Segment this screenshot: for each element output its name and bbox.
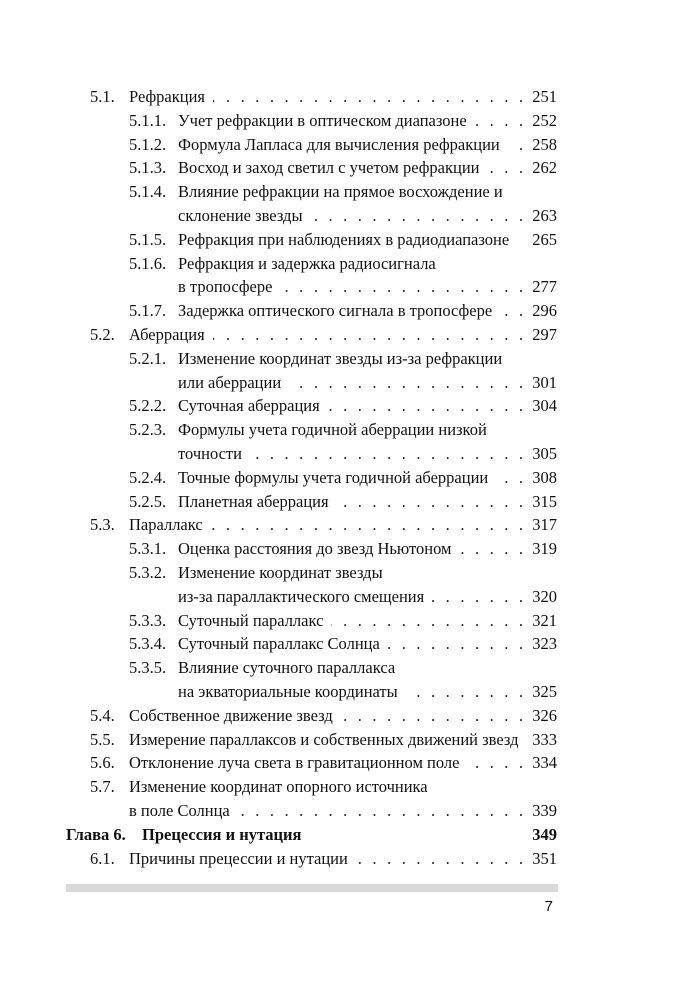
toc-entry-row [0, 490, 673, 514]
toc-entry-row [0, 632, 673, 656]
toc-entry-number: 5.4. [90, 705, 115, 725]
toc-entry-row [0, 680, 673, 704]
toc-entry-title: Оценка расстояния до звезд Ньютоном [178, 539, 452, 559]
toc-entry-title: на экваториальные координаты [178, 682, 398, 701]
toc-entry-title: Планетная аберрация [178, 491, 329, 511]
toc-entry-title: Изменение координат звезды [178, 563, 383, 582]
toc-entry-row [0, 109, 673, 133]
toc-entry-page: 317 [532, 515, 557, 535]
leader-dots [311, 204, 527, 228]
toc-entry-title: Аберрация [129, 325, 205, 344]
leader-dots [341, 704, 527, 728]
toc-entry-title: Прецессия и нутация [142, 824, 302, 844]
leader-dots [406, 680, 527, 704]
toc-entry-title: Точные формулы учета годичной аберрации [178, 467, 489, 487]
toc-entry-title: Изменение координат звезды из-за рефракции [178, 348, 503, 368]
toc-entry-row [0, 204, 673, 228]
toc-entry-number: 5.1.7. [129, 301, 167, 321]
toc-entry-number: 5.2.3. [129, 420, 167, 440]
toc-entry-row [0, 561, 673, 585]
toc-entry-title: Влияние суточного параллакса [178, 658, 396, 678]
toc-entry-page: 262 [532, 158, 557, 178]
toc-entry-number: 5.1. [90, 87, 115, 106]
toc-entry-number: 5.6. [90, 753, 115, 773]
toc-entry-title: Причины прецессии и нутации [129, 848, 348, 868]
toc-entry-page: 296 [532, 301, 557, 321]
toc-entry-row [0, 275, 673, 299]
toc-entry-page: 349 [532, 824, 557, 844]
toc-entry-page: 351 [532, 848, 557, 868]
toc-entry-title: Восход и заход светил с учетом рефракции [178, 158, 480, 178]
leader-dots [500, 299, 526, 323]
toc-entry-number: 5.1.6. [129, 253, 167, 273]
toc-entry-number: 5.3.1. [129, 539, 167, 559]
toc-entry-title: Влияние рефракции на прямое восхождение и [178, 182, 503, 202]
toc-entry-page: 323 [532, 634, 557, 654]
toc-entry-title: из-за параллактического смещения [178, 586, 425, 606]
footer-rule [66, 884, 558, 892]
toc-entry-title: Формулы учета годичной аберрации низкой [178, 420, 487, 440]
toc-entry-number: 5.1.1. [129, 110, 167, 130]
toc-entry-page: 320 [532, 586, 557, 606]
toc-entry-page: 277 [532, 277, 557, 297]
leader-dots [331, 609, 526, 633]
leader-dots [432, 585, 526, 609]
toc-entry-title: Учет рефракции в оптическом диапазоне [178, 110, 467, 130]
toc-entry-title: в тропосфере [178, 277, 273, 297]
toc-entry-page: 315 [532, 491, 557, 511]
toc-entry-row [0, 847, 673, 871]
toc-entry-number: 6.1. [90, 848, 115, 868]
leader-dots [356, 847, 526, 871]
toc-entry-page: 265 [532, 229, 557, 249]
leader-dots [337, 490, 527, 514]
leader-dots [467, 751, 526, 775]
toc-entry-row [0, 228, 673, 252]
leader-dots [238, 799, 527, 823]
toc-entry-row [0, 513, 673, 537]
toc-entry-page: 258 [532, 134, 557, 154]
toc-entry-row [0, 537, 673, 561]
toc-entry-title: Рефракция [129, 87, 206, 106]
toc-entry-title: Суточный параллакс Солнца [178, 634, 380, 654]
toc-entry-number: 5.2.5. [129, 491, 167, 511]
leader-dots [211, 513, 527, 537]
toc-entry-title: Формула Лапласа для вычисления рефракции [178, 134, 500, 154]
toc-entry-number: 5.2. [90, 325, 115, 344]
toc-entry-title: точности [178, 444, 242, 463]
toc-entry-page: 305 [532, 444, 557, 463]
toc-entry-page: 333 [532, 729, 557, 749]
toc-entry-page: 263 [532, 206, 557, 225]
toc-entry-row [0, 799, 673, 823]
toc-entry-row [0, 133, 673, 157]
leader-dots [213, 323, 527, 347]
toc-entry-row [0, 609, 673, 633]
toc-entry-page: 326 [532, 705, 557, 725]
toc-entry-number: 5.1.2. [129, 134, 167, 154]
toc-entry-title: Собственное движение звезд [129, 705, 333, 725]
toc-entry-title: или аберрации [178, 372, 282, 392]
toc-entry-number: 5.1.3. [129, 158, 167, 178]
toc-entry-row [0, 466, 673, 490]
leader-dots [496, 466, 526, 490]
leader-dots [459, 537, 526, 561]
leader-dots [213, 85, 526, 109]
toc-entry-number: 5.7. [90, 777, 115, 797]
leader-dots [250, 442, 526, 466]
toc-entry-page: 251 [532, 87, 557, 106]
toc-entry-row [0, 751, 673, 775]
toc-entry-title: Отклонение луча света в гравитационном поле [129, 753, 460, 773]
toc-entry-row [0, 85, 673, 109]
toc-entry-row [0, 585, 673, 609]
toc-entry-row [0, 299, 673, 323]
toc-entry-number: 5.5. [90, 729, 115, 749]
toc-entry-title: Рефракция и задержка радиосигнала [178, 253, 436, 273]
toc-entry-row [0, 323, 673, 347]
toc-entry-page: 321 [532, 610, 557, 630]
toc-entry-page: 252 [532, 110, 557, 130]
toc-entry-page: 334 [532, 753, 557, 773]
toc-entry-page: 304 [532, 396, 557, 416]
leader-dots [508, 133, 527, 157]
toc-entry-row [0, 394, 673, 418]
toc-chapter-row [0, 823, 673, 847]
toc-entry-title: Задержка оптического сигнала в тропосфере [178, 301, 493, 321]
toc-entry-title: в поле Солнца [129, 801, 230, 820]
leader-dots [475, 109, 527, 133]
toc-entry-page: 319 [532, 539, 557, 559]
toc-entry-number: 5.3.3. [129, 610, 167, 630]
toc-entry-row [0, 347, 673, 371]
toc-entry-title: Параллакс [129, 515, 203, 535]
toc-entry-number: 5.2.2. [129, 396, 167, 416]
leader-dots [289, 371, 526, 395]
toc-entry-number: 5.3.5. [129, 658, 167, 678]
toc-entry-number: 5.3.2. [129, 563, 167, 582]
toc-entry-row [0, 252, 673, 276]
toc-entry-page: 339 [532, 801, 557, 820]
toc-entry-row [0, 775, 673, 799]
leader-dots [280, 275, 526, 299]
toc-entry-title: Рефракция при наблюдениях в радиодиапазоне [178, 229, 510, 249]
toc-entry-title: Изменение координат опорного источника [129, 777, 428, 797]
toc-entry-page: 301 [532, 372, 557, 392]
toc-entry-page: 308 [532, 467, 557, 487]
toc-entry-row [0, 704, 673, 728]
toc-entry-row [0, 656, 673, 680]
toc-entry-row [0, 442, 673, 466]
toc-entry-title: Суточный параллакс [178, 610, 324, 630]
toc-entry-number: 5.2.1. [129, 348, 167, 368]
toc-entry-title: Суточная аберрация [178, 396, 320, 416]
toc-entry-number: 5.3. [90, 515, 115, 535]
toc-entry-number: 5.3.4. [129, 634, 167, 654]
toc-entry-number: Глава 6. [66, 824, 126, 844]
leader-dots [388, 632, 526, 656]
toc-entry-number: 5.1.5. [129, 229, 167, 249]
toc-entry-page: 325 [532, 682, 557, 701]
toc-entry-title: Измерение параллаксов и собственных движений звезд [129, 729, 519, 749]
toc-entry-number: 5.2.4. [129, 467, 167, 487]
toc-entry-row [0, 728, 673, 752]
toc-entry-page: 297 [532, 325, 557, 344]
toc-entry-row [0, 418, 673, 442]
toc-entry-row [0, 156, 673, 180]
page-number: 7 [544, 898, 553, 915]
toc-entry-row [0, 180, 673, 204]
toc-entry-number: 5.1.4. [129, 182, 167, 202]
leader-dots [328, 394, 527, 418]
toc-entry-row [0, 371, 673, 395]
toc-entry-title: склонение звезды [178, 206, 303, 225]
leader-dots [488, 156, 527, 180]
